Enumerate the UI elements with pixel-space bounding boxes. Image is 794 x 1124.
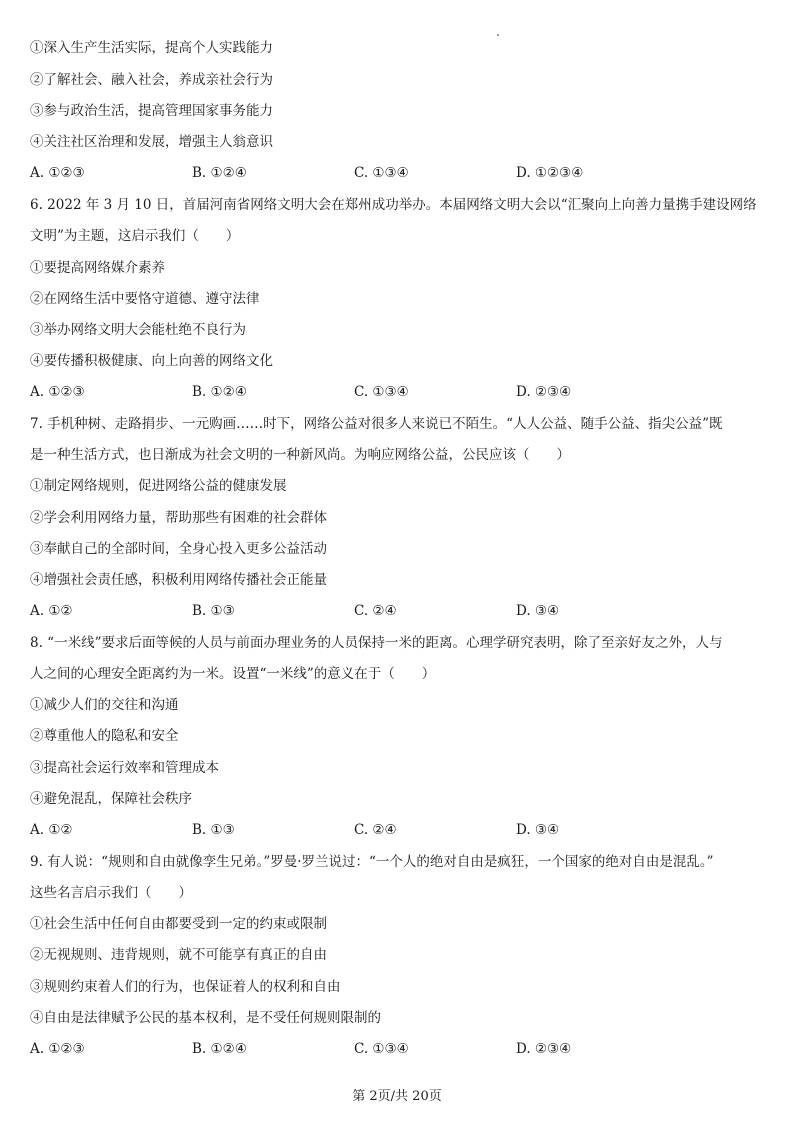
q8-item-3: ③提高社会运行效率和管理成本 [30, 760, 219, 776]
q8-item-1: ①减少人们的交往和沟通 [30, 697, 179, 713]
q9-item-3: ③规则约束着人们的行为，也保证着人的权利和自由 [30, 979, 341, 995]
q6-item-4: ④要传播积极健康、向上向善的网络文化 [30, 353, 273, 369]
q8-option-a[interactable]: A. ①② [30, 822, 73, 838]
q6-item-3: ③举办网络文明大会能杜绝不良行为 [30, 322, 246, 338]
q6-option-d[interactable]: D. ②③④ [516, 384, 572, 400]
q8-option-b[interactable]: B. ①③ [192, 822, 235, 838]
q8-stem-line-2: 人之间的心理安全距离约为一米。设置“一米线”的意义在于（ ） [30, 666, 436, 682]
q9-item-1: ①社会生活中任何自由都要受到一定的约束或限制 [30, 916, 327, 932]
q6-option-c[interactable]: C. ①③④ [354, 384, 409, 400]
q7-option-b[interactable]: B. ①③ [192, 603, 235, 619]
q6-option-b[interactable]: B. ①②④ [192, 384, 247, 400]
q7-option-c[interactable]: C. ②④ [354, 603, 397, 619]
q7-option-a[interactable]: A. ①② [30, 603, 73, 619]
q6-options [30, 382, 770, 402]
q8-item-4: ④避免混乱，保障社会秩序 [30, 791, 192, 807]
q8-item-2: ②尊重他人的隐私和安全 [30, 728, 179, 744]
q7-item-2: ②学会利用网络力量，帮助那些有困难的社会群体 [30, 510, 327, 526]
q9-stem-line-2: 这些名言启示我们（ ） [30, 885, 192, 901]
q7-options [30, 601, 770, 621]
page-number-footer: 第 2页/共 20页 [352, 1089, 442, 1104]
q9-item-4: ④自由是法律赋予公民的基本权利，是不受任何规则限制的 [30, 1010, 381, 1026]
q6-stem-line-1: 6. 2022 年 3 月 10 日，首届河南省网络文明大会在郑州成功举办。本届网络文明大会以“汇聚向上向善力量携手建设网络 [30, 197, 757, 213]
q7-item-1: ①制定网络规则，促进网络公益的健康发展 [30, 478, 287, 494]
q9-item-2: ②无视规则、违背规则，就不可能享有真正的自由 [30, 947, 327, 963]
q6-stem-line-2: 文明”为主题，这启示我们（ ） [30, 228, 240, 244]
q5-item-3: ③参与政治生活，提高管理国家事务能力 [30, 103, 273, 119]
q9-option-a[interactable]: A. ①②③ [30, 1041, 85, 1057]
q5-options [30, 163, 770, 183]
q9-options [30, 1039, 770, 1059]
q7-item-3: ③奉献自己的全部时间，全身心投入更多公益活动 [30, 541, 327, 557]
q9-option-b[interactable]: B. ①②④ [192, 1041, 247, 1057]
q6-item-2: ②在网络生活中要恪守道德、遵守法律 [30, 291, 260, 307]
q5-option-b[interactable]: B. ①②④ [192, 165, 247, 181]
q7-item-4: ④增强社会责任感，积极利用网络传播社会正能量 [30, 572, 327, 588]
q6-option-a[interactable]: A. ①②③ [30, 384, 85, 400]
q9-option-d[interactable]: D. ②③④ [516, 1041, 572, 1057]
q5-item-2: ②了解社会、融入社会，养成亲社会行为 [30, 72, 273, 88]
q9-stem-line-1: 9. 有人说：“规则和自由就像孪生兄弟。”罗曼·罗兰说过：“一个人的绝对自由是疯狂，一个国家的绝对自由是混乱。” [30, 854, 714, 870]
q5-option-c[interactable]: C. ①③④ [354, 165, 409, 181]
q5-item-4: ④关注社区治理和发展，增强主人翁意识 [30, 134, 273, 150]
scan-dot [497, 34, 499, 36]
q8-stem-line-1: 8. “一米线”要求后面等候的人员与前面办理业务的人员保持一米的距离。心理学研究表明，除了至亲好友之外，人与 [30, 635, 723, 651]
q8-option-c[interactable]: C. ②④ [354, 822, 397, 838]
q8-option-d[interactable]: D. ③④ [516, 822, 560, 838]
q8-options [30, 820, 770, 840]
q7-stem-line-1: 7. 手机种树、走路捐步、一元购画……时下，网络公益对很多人来说已不陌生。“人人公益、随手公益、指尖公益”既 [30, 416, 723, 432]
q7-option-d[interactable]: D. ③④ [516, 603, 560, 619]
q7-stem-line-2: 是一种生活方式，也日渐成为社会文明的一种新风尚。为响应网络公益，公民应该（ ） [30, 447, 570, 463]
q5-option-d[interactable]: D. ①②③④ [516, 165, 584, 181]
q5-item-1: ①深入生产生活实际，提高个人实践能力 [30, 40, 273, 56]
q6-item-1: ①要提高网络媒介素养 [30, 260, 165, 276]
q5-option-a[interactable]: A. ①②③ [30, 165, 85, 181]
q9-option-c[interactable]: C. ①③④ [354, 1041, 409, 1057]
